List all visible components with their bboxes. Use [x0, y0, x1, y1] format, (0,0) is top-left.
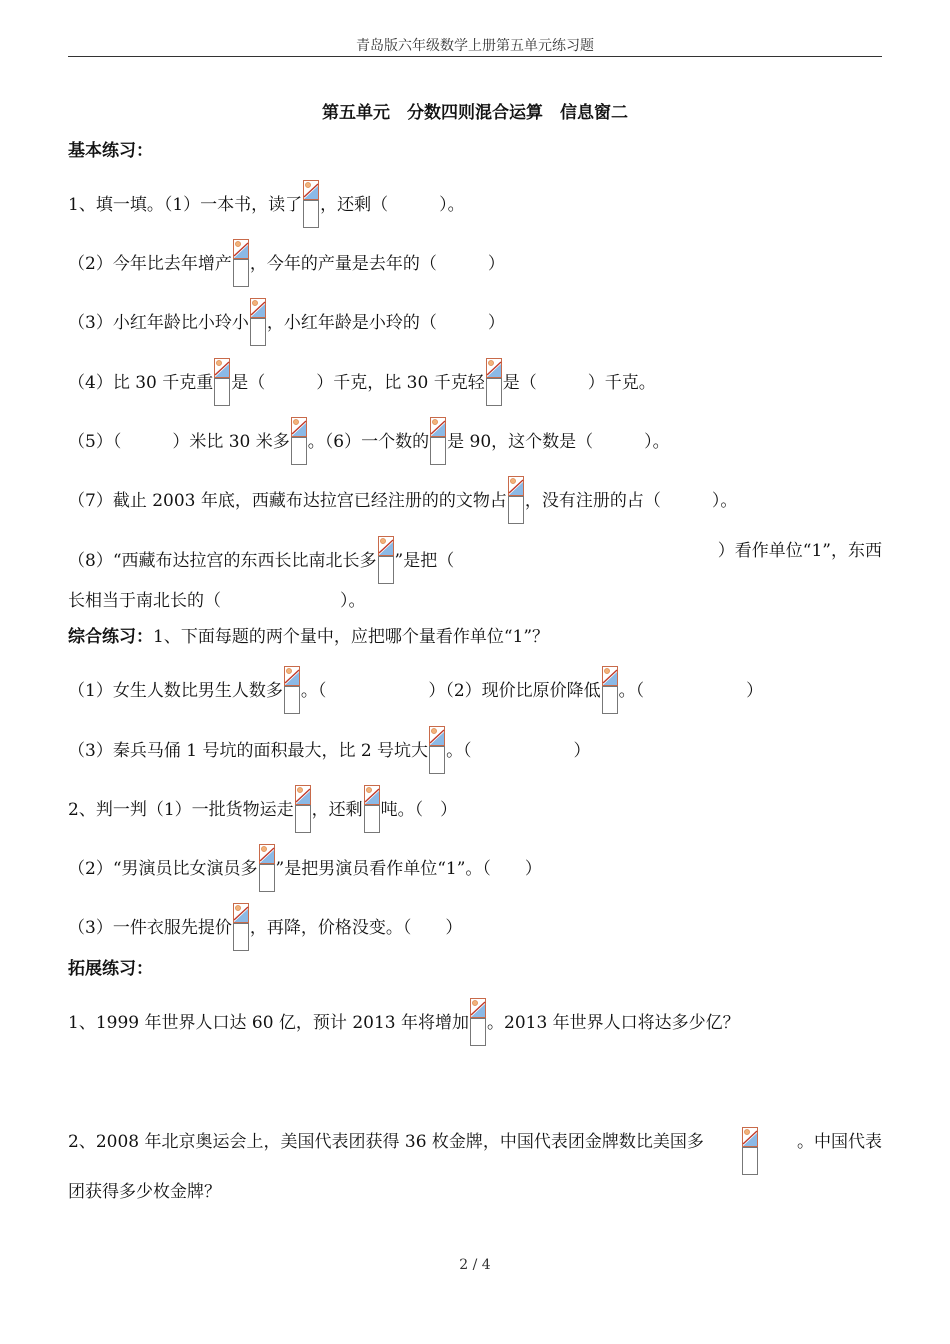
fraction-image-icon [233, 239, 249, 285]
fraction-image-icon [364, 785, 380, 831]
section-comprehensive: 综合练习：1、下面每题的两个量中，应把哪个量看作单位“1”？ [68, 627, 550, 647]
fraction-image-icon [378, 536, 394, 582]
fraction-image-icon [295, 785, 311, 831]
page-title: 第五单元 分数四则混合运算 信息窗二 [322, 103, 628, 123]
page-number: 2 / 4 [459, 1257, 491, 1273]
comprehensive-3: （3）秦兵马俑 1 号坑的面积最大，比 2 号坑大 。（ ） [68, 726, 882, 772]
fraction-image-icon [742, 1127, 758, 1173]
question-1-2: （2）今年比去年增产 ，今年的产量是去年的（ ） [68, 239, 882, 285]
comprehensive-1-2: （1）女生人数比男生人数多 。（ ）（2）现价比原价降低 。（ ） [68, 666, 882, 712]
section-basic-heading: 基本练习： [68, 141, 153, 161]
fraction-image-icon [429, 726, 445, 772]
fraction-image-icon [233, 903, 249, 949]
question-1-1: 1、填一填。（1）一本书，读了 ，还剩（ ）。 [68, 180, 882, 226]
question-1-7: （7）截止 2003 年底，西藏布达拉宫已经注册的的文物占 ，没有注册的占（ ）。 [68, 476, 882, 522]
section-extension-heading: 拓展练习： [68, 959, 153, 979]
extension-2: 2、2008 年北京奥运会上，美国代表团获得 36 枚金牌，中国代表团金牌数比美国多 。中国代表 [68, 1127, 882, 1173]
fraction-image-icon [470, 998, 486, 1044]
question-1-8-continued: 长相当于南北长的（ ）。 [68, 591, 366, 611]
fraction-image-icon [486, 358, 502, 404]
judge-3: （3）一件衣服先提价 ，再降，价格没变。（ ） [68, 903, 882, 949]
fraction-image-icon [430, 417, 446, 463]
fraction-image-icon [259, 844, 275, 890]
judge-1: 2、判一判（1）一批货物运走 ，还剩 吨。（ ） [68, 785, 882, 831]
judge-2: （2）“男演员比女演员多 ”是把男演员看作单位“1”。（ ） [68, 844, 882, 890]
question-1-5-6: （5）（ ）米比 30 米多 。（6）一个数的 是 90，这个数是（ ）。 [68, 417, 882, 463]
fraction-image-icon [602, 666, 618, 712]
page-header: 青岛版六年级数学上册第五单元练习题 [68, 36, 882, 57]
extension-1: 1、1999 年世界人口达 60 亿，预计 2013 年将增加 。2013 年世界人口将达多少亿？ [68, 998, 882, 1044]
question-1-4: （4）比 30 千克重 是（ ）千克，比 30 千克轻 是（ ）千克。 [68, 358, 882, 404]
fraction-image-icon [284, 666, 300, 712]
question-1-8: （8）“西藏布达拉宫的东西长比南北长多 ”是把（ ）看作单位“1”，东西 [68, 536, 882, 582]
fraction-image-icon [214, 358, 230, 404]
fraction-image-icon [291, 417, 307, 463]
section-comprehensive-heading: 综合练习： [68, 627, 153, 647]
question-1-3: （3）小红年龄比小玲小 ，小红年龄是小玲的（ ） [68, 298, 882, 344]
fraction-image-icon [303, 180, 319, 226]
extension-2-continued: 团获得多少枚金牌？ [68, 1182, 221, 1202]
fraction-image-icon [250, 298, 266, 344]
fraction-image-icon [508, 476, 524, 522]
